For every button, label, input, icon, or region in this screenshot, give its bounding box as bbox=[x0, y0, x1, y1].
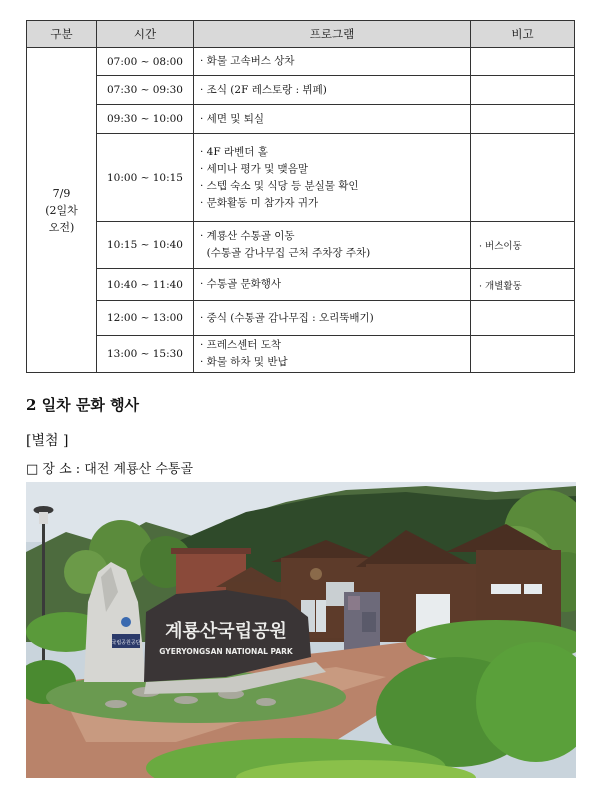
program-cell bbox=[194, 222, 471, 269]
header-time: 시간 bbox=[97, 21, 194, 48]
place-line: □ 장 소 : 대전 계룡산 수통골 bbox=[26, 462, 194, 477]
program-line: · 4F 라벤더 홀 bbox=[200, 145, 268, 158]
table-row bbox=[27, 134, 575, 222]
program-line: · 프레스센터 도착 bbox=[200, 339, 282, 351]
note-cell bbox=[471, 76, 575, 105]
table-row bbox=[27, 269, 575, 301]
park-sign-korean: 계룡산국립공원 bbox=[165, 621, 287, 642]
small-sign-text: 국립공원공단 bbox=[111, 640, 141, 646]
day-cell bbox=[27, 48, 97, 373]
note-cell bbox=[471, 301, 575, 336]
day-date: 7/9 bbox=[52, 186, 71, 200]
header-category: 구분 bbox=[27, 21, 97, 48]
program-cell bbox=[194, 76, 471, 105]
program-line: · 스텝 숙소 및 식당 등 분실물 확인 bbox=[200, 179, 359, 192]
attachment-label: [별첨 ] bbox=[26, 433, 69, 449]
schedule-table bbox=[26, 20, 575, 373]
program-line: · 문화활동 미 참가자 귀가 bbox=[200, 196, 319, 209]
program-line: · 화물 고속버스 상차 bbox=[200, 55, 295, 67]
table-row bbox=[27, 336, 575, 373]
program-line: (수통골 감나무집 근처 주차장 주차) bbox=[200, 247, 371, 259]
program-line: · 세미나 평가 및 맺음말 bbox=[200, 162, 308, 175]
gyeryongsan-park-photo bbox=[26, 482, 576, 778]
program-line: · 세면 및 퇴실 bbox=[200, 112, 265, 125]
time-cell: 13:00 ~ 15:30 bbox=[97, 336, 194, 373]
program-cell bbox=[194, 269, 471, 301]
table-row bbox=[27, 48, 575, 76]
table-row bbox=[27, 105, 575, 134]
program-cell bbox=[194, 105, 471, 134]
note-cell bbox=[471, 134, 575, 222]
note-cell: · 버스이동 bbox=[471, 222, 575, 269]
program-line: · 계룡산 수통골 이동 bbox=[200, 230, 295, 242]
section-title: 2 일차 문화 행사 bbox=[26, 396, 140, 414]
time-cell: 12:00 ~ 13:00 bbox=[97, 301, 194, 336]
header-program: 프로그램 bbox=[194, 21, 471, 48]
time-cell: 10:40 ~ 11:40 bbox=[97, 269, 194, 301]
program-line: · 중식 (수통골 감나무집 : 오리뚝배기) bbox=[200, 311, 374, 324]
time-cell: 07:00 ~ 08:00 bbox=[97, 48, 194, 76]
time-cell: 09:30 ~ 10:00 bbox=[97, 105, 194, 134]
program-cell bbox=[194, 48, 471, 76]
time-cell: 07:30 ~ 09:30 bbox=[97, 76, 194, 105]
table-row bbox=[27, 222, 575, 269]
table-row bbox=[27, 76, 575, 105]
day-label: (2일차 bbox=[45, 203, 78, 217]
day-period: 오전) bbox=[48, 220, 75, 234]
table-row bbox=[27, 301, 575, 336]
program-cell bbox=[194, 336, 471, 373]
note-cell bbox=[471, 48, 575, 76]
table-header-row bbox=[27, 21, 575, 48]
time-cell: 10:15 ~ 10:40 bbox=[97, 222, 194, 269]
program-cell bbox=[194, 134, 471, 222]
time-cell: 10:00 ~ 10:15 bbox=[97, 134, 194, 222]
program-line: · 화물 하차 및 반납 bbox=[200, 356, 288, 368]
note-cell bbox=[471, 105, 575, 134]
note-cell: · 개별활동 bbox=[471, 269, 575, 301]
header-note: 비고 bbox=[471, 21, 575, 48]
park-sign-english: GYERYONGSAN NATIONAL PARK bbox=[159, 647, 293, 656]
program-line: · 조식 (2F 레스토랑 : 뷔페) bbox=[200, 83, 327, 96]
program-line: · 수통골 문화행사 bbox=[200, 278, 282, 290]
note-cell bbox=[471, 336, 575, 373]
program-cell bbox=[194, 301, 471, 336]
